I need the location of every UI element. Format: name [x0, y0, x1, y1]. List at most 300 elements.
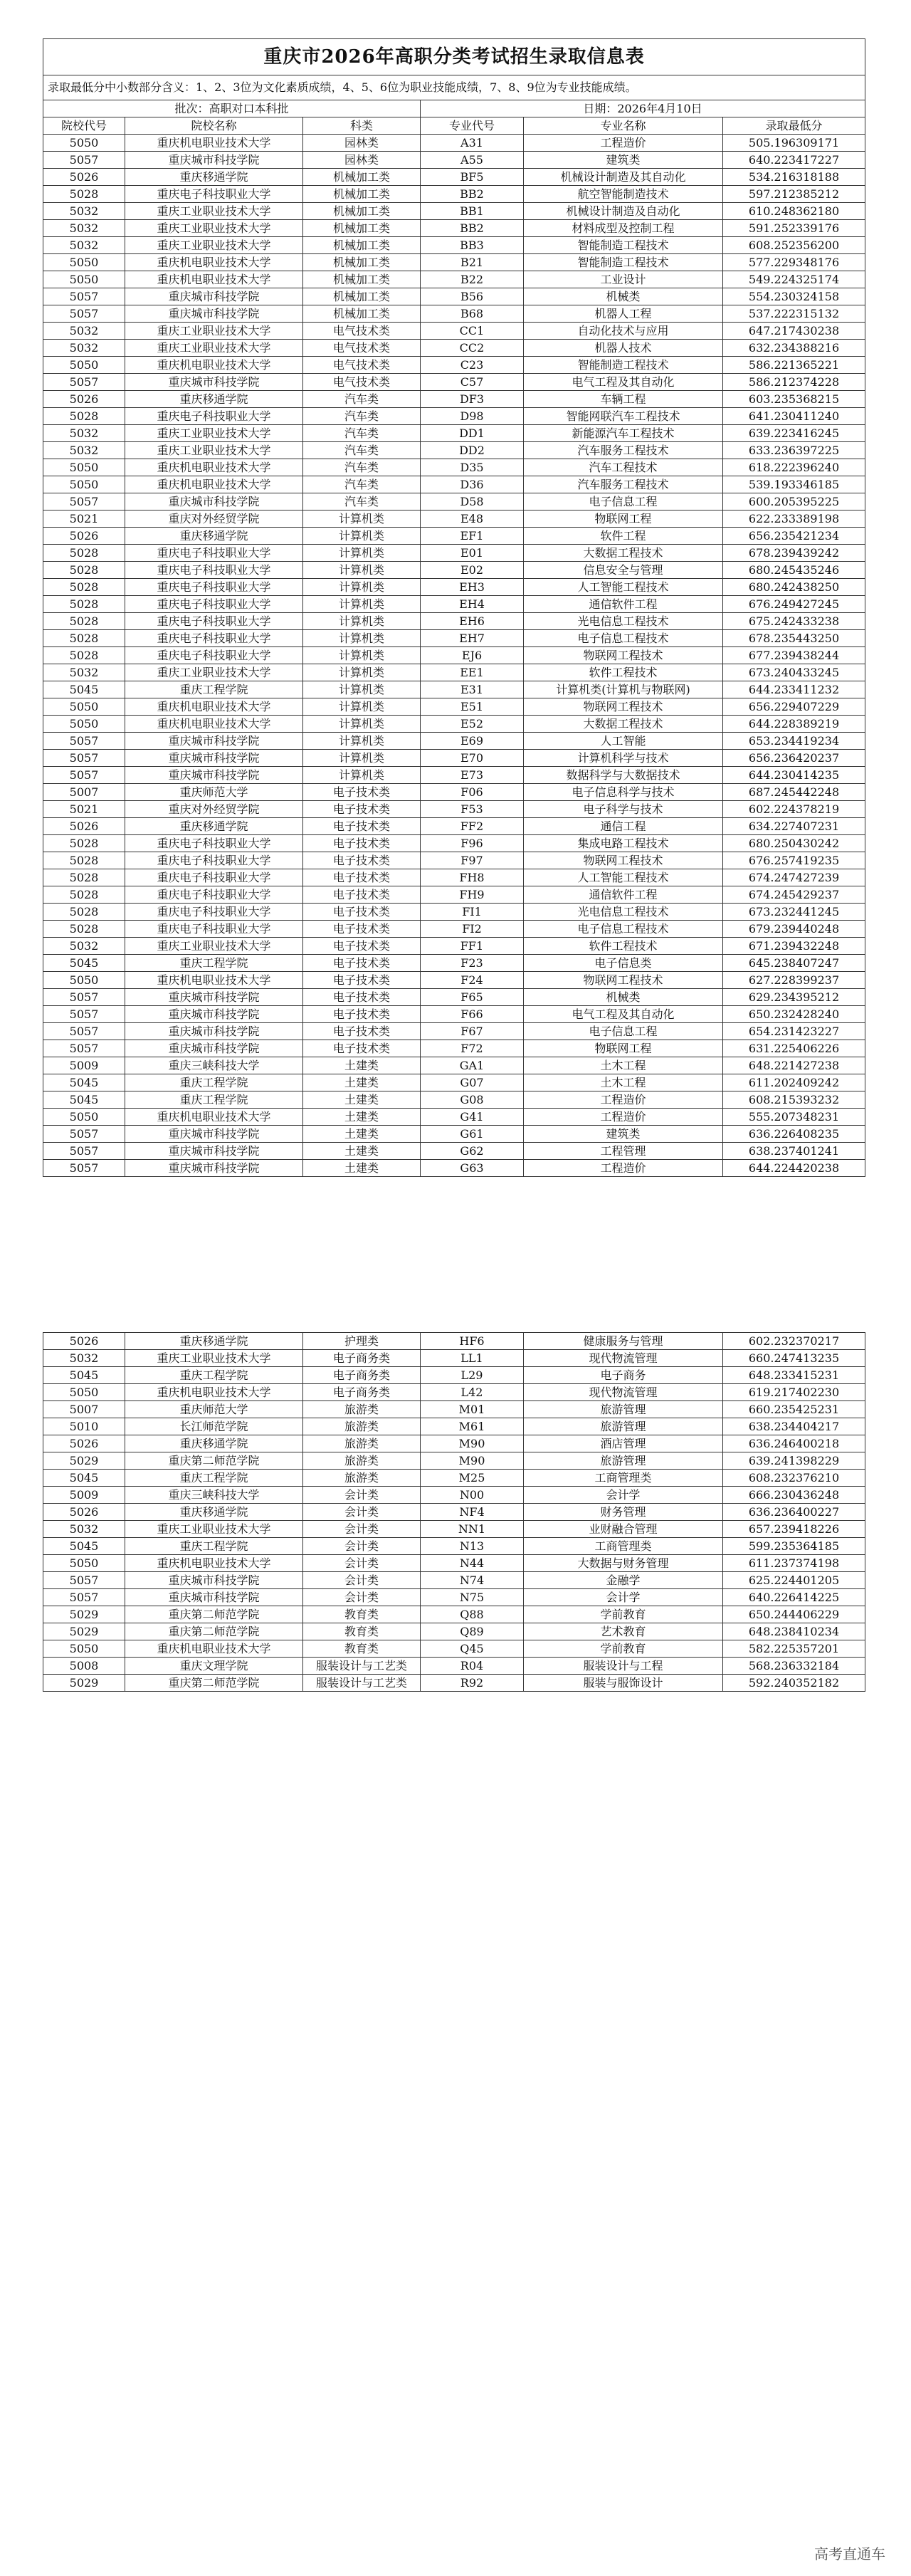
table-row	[43, 323, 865, 340]
school-name-cell: 重庆机电职业技术大学	[125, 972, 303, 989]
category-cell: 机械加工类	[303, 288, 421, 305]
table-row	[43, 1435, 865, 1452]
school-code-cell: 5050	[43, 1640, 125, 1658]
major-code-cell: D35	[421, 459, 524, 476]
school-name-cell: 重庆移通学院	[125, 1333, 303, 1350]
category-cell: 机械加工类	[303, 271, 421, 288]
min-score-cell: 648.238410234	[723, 1623, 865, 1640]
school-name-cell: 重庆机电职业技术大学	[125, 1384, 303, 1401]
school-name-cell: 重庆工业职业技术大学	[125, 425, 303, 442]
school-code-cell: 5028	[43, 921, 125, 938]
major-code-cell: N13	[421, 1538, 524, 1555]
category-cell: 电子技术类	[303, 938, 421, 955]
major-code-cell: D98	[421, 408, 524, 425]
major-code-cell: D36	[421, 476, 524, 493]
major-code-cell: EH7	[421, 630, 524, 647]
min-score-cell: 586.221365221	[723, 357, 865, 374]
school-code-cell: 5057	[43, 1023, 125, 1040]
major-code-cell: F67	[421, 1023, 524, 1040]
major-code-cell: F24	[421, 972, 524, 989]
school-name-cell: 重庆城市科技学院	[125, 1589, 303, 1606]
category-cell: 电子技术类	[303, 955, 421, 972]
school-code-cell: 5045	[43, 955, 125, 972]
major-name-cell: 电子信息工程技术	[524, 921, 723, 938]
min-score-cell: 549.224325174	[723, 271, 865, 288]
major-name-cell: 通信软件工程	[524, 596, 723, 613]
category-cell: 机械加工类	[303, 203, 421, 220]
table-row	[43, 442, 865, 459]
header-major-name: 专业名称	[524, 117, 723, 135]
major-code-cell: G62	[421, 1143, 524, 1160]
score-note: 录取最低分中小数部分含义：1、2、3位为文化素质成绩，4、5、6位为职业技能成绩，7、8、9位为专业技能成绩。	[43, 75, 865, 100]
major-code-cell: F66	[421, 1006, 524, 1023]
category-cell: 计算机类	[303, 596, 421, 613]
major-code-cell: BB2	[421, 186, 524, 203]
table-row	[43, 733, 865, 750]
school-name-cell: 重庆城市科技学院	[125, 750, 303, 767]
category-cell: 计算机类	[303, 698, 421, 716]
major-name-cell: 服装设计与工程	[524, 1658, 723, 1675]
category-cell: 土建类	[303, 1160, 421, 1177]
min-score-cell: 656.236420237	[723, 750, 865, 767]
major-code-cell: F65	[421, 989, 524, 1006]
table-row	[43, 818, 865, 835]
school-code-cell: 5057	[43, 493, 125, 511]
major-name-cell: 电子信息工程	[524, 493, 723, 511]
category-cell: 土建类	[303, 1074, 421, 1091]
school-name-cell: 重庆城市科技学院	[125, 1160, 303, 1177]
min-score-cell: 660.235425231	[723, 1401, 865, 1418]
school-name-cell: 重庆电子科技职业大学	[125, 921, 303, 938]
major-name-cell: 物联网工程	[524, 511, 723, 528]
major-code-cell: N74	[421, 1572, 524, 1589]
batch-label: 批次：高职对口本科批	[43, 100, 421, 117]
school-code-cell: 5057	[43, 733, 125, 750]
table-row	[43, 921, 865, 938]
school-code-cell: 5050	[43, 1384, 125, 1401]
table-row	[43, 989, 865, 1006]
major-code-cell: B22	[421, 271, 524, 288]
table-row	[43, 271, 865, 288]
category-cell: 电子技术类	[303, 972, 421, 989]
category-cell: 计算机类	[303, 545, 421, 562]
school-name-cell: 重庆工业职业技术大学	[125, 220, 303, 237]
major-code-cell: BB3	[421, 237, 524, 254]
category-cell: 服装设计与工艺类	[303, 1675, 421, 1692]
major-name-cell: 电子信息科学与技术	[524, 784, 723, 801]
major-code-cell: Q88	[421, 1606, 524, 1623]
min-score-cell: 602.232370217	[723, 1333, 865, 1350]
category-cell: 旅游类	[303, 1418, 421, 1435]
school-name-cell: 重庆城市科技学院	[125, 1040, 303, 1057]
school-name-cell: 重庆机电职业技术大学	[125, 357, 303, 374]
min-score-cell: 622.233389198	[723, 511, 865, 528]
school-code-cell: 5045	[43, 1470, 125, 1487]
table-row	[43, 596, 865, 613]
table-row	[43, 1589, 865, 1606]
major-code-cell: Q89	[421, 1623, 524, 1640]
major-name-cell: 工商管理类	[524, 1470, 723, 1487]
category-cell: 土建类	[303, 1091, 421, 1109]
school-code-cell: 5045	[43, 1091, 125, 1109]
table-row	[43, 1640, 865, 1658]
school-code-cell: 5045	[43, 681, 125, 698]
table-row	[43, 1057, 865, 1074]
school-code-cell: 5007	[43, 784, 125, 801]
school-name-cell: 重庆工业职业技术大学	[125, 203, 303, 220]
school-code-cell: 5032	[43, 323, 125, 340]
category-cell: 电子商务类	[303, 1384, 421, 1401]
min-score-cell: 639.223416245	[723, 425, 865, 442]
school-code-cell: 5050	[43, 698, 125, 716]
major-name-cell: 大数据工程技术	[524, 545, 723, 562]
school-name-cell: 重庆工业职业技术大学	[125, 442, 303, 459]
school-name-cell: 重庆移通学院	[125, 528, 303, 545]
category-cell: 计算机类	[303, 613, 421, 630]
school-code-cell: 5032	[43, 425, 125, 442]
school-code-cell: 5032	[43, 203, 125, 220]
category-cell: 汽车类	[303, 442, 421, 459]
min-score-cell: 666.230436248	[723, 1487, 865, 1504]
category-cell: 旅游类	[303, 1470, 421, 1487]
major-code-cell: F23	[421, 955, 524, 972]
school-name-cell: 重庆移通学院	[125, 1435, 303, 1452]
min-score-cell: 597.212385212	[723, 186, 865, 203]
major-name-cell: 自动化技术与应用	[524, 323, 723, 340]
min-score-cell: 640.226414225	[723, 1589, 865, 1606]
table-row	[43, 681, 865, 698]
major-code-cell: D58	[421, 493, 524, 511]
category-cell: 土建类	[303, 1143, 421, 1160]
category-cell: 电子技术类	[303, 818, 421, 835]
school-name-cell: 重庆电子科技职业大学	[125, 886, 303, 904]
school-code-cell: 5057	[43, 374, 125, 391]
school-name-cell: 重庆城市科技学院	[125, 767, 303, 784]
table-row	[43, 476, 865, 493]
school-code-cell: 5057	[43, 152, 125, 169]
table-row	[43, 1470, 865, 1487]
min-score-cell: 647.217430238	[723, 323, 865, 340]
school-name-cell: 重庆城市科技学院	[125, 1006, 303, 1023]
category-cell: 电子技术类	[303, 989, 421, 1006]
category-cell: 会计类	[303, 1504, 421, 1521]
table-row	[43, 1023, 865, 1040]
table-row	[43, 869, 865, 886]
school-code-cell: 5050	[43, 271, 125, 288]
major-name-cell: 现代物流管理	[524, 1350, 723, 1367]
min-score-cell: 644.224420238	[723, 1160, 865, 1177]
table-row	[43, 152, 865, 169]
table-row	[43, 1538, 865, 1555]
min-score-cell: 632.234388216	[723, 340, 865, 357]
min-score-cell: 599.235364185	[723, 1538, 865, 1555]
category-cell: 计算机类	[303, 716, 421, 733]
major-code-cell: E02	[421, 562, 524, 579]
school-name-cell: 重庆电子科技职业大学	[125, 647, 303, 664]
category-cell: 计算机类	[303, 733, 421, 750]
major-code-cell: R04	[421, 1658, 524, 1675]
major-code-cell: B56	[421, 288, 524, 305]
major-code-cell: C23	[421, 357, 524, 374]
school-name-cell: 重庆城市科技学院	[125, 1572, 303, 1589]
major-name-cell: 机械类	[524, 989, 723, 1006]
school-name-cell: 重庆电子科技职业大学	[125, 562, 303, 579]
school-name-cell: 重庆机电职业技术大学	[125, 716, 303, 733]
major-name-cell: 机械类	[524, 288, 723, 305]
table-row	[43, 1487, 865, 1504]
min-score-cell: 611.237374198	[723, 1555, 865, 1572]
table-row	[43, 716, 865, 733]
min-score-cell: 680.242438250	[723, 579, 865, 596]
major-code-cell: M90	[421, 1435, 524, 1452]
admission-table-part2	[43, 1332, 865, 1692]
major-name-cell: 学前教育	[524, 1640, 723, 1658]
min-score-cell: 676.257419235	[723, 852, 865, 869]
header-min-score: 录取最低分	[723, 117, 865, 135]
major-name-cell: 集成电路工程技术	[524, 835, 723, 852]
major-code-cell: F53	[421, 801, 524, 818]
school-name-cell: 重庆电子科技职业大学	[125, 869, 303, 886]
major-name-cell: 电子科学与技术	[524, 801, 723, 818]
category-cell: 机械加工类	[303, 237, 421, 254]
table-row	[43, 511, 865, 528]
major-code-cell: EH6	[421, 613, 524, 630]
school-name-cell: 重庆工业职业技术大学	[125, 237, 303, 254]
major-name-cell: 金融学	[524, 1572, 723, 1589]
min-score-cell: 641.230411240	[723, 408, 865, 425]
min-score-cell: 654.231423227	[723, 1023, 865, 1040]
school-code-cell: 5032	[43, 938, 125, 955]
major-code-cell: E48	[421, 511, 524, 528]
school-code-cell: 5028	[43, 186, 125, 203]
table-row	[43, 374, 865, 391]
school-name-cell: 重庆机电职业技术大学	[125, 459, 303, 476]
school-name-cell: 重庆电子科技职业大学	[125, 596, 303, 613]
school-name-cell: 重庆第二师范学院	[125, 1623, 303, 1640]
table-row	[43, 1160, 865, 1177]
major-code-cell: G61	[421, 1126, 524, 1143]
table-row	[43, 904, 865, 921]
school-code-cell: 5010	[43, 1418, 125, 1435]
table-row	[43, 1040, 865, 1057]
table-row	[43, 493, 865, 511]
category-cell: 汽车类	[303, 425, 421, 442]
major-name-cell: 人工智能	[524, 733, 723, 750]
admission-table-continued	[43, 1332, 865, 1692]
min-score-cell: 650.232428240	[723, 1006, 865, 1023]
school-name-cell: 重庆电子科技职业大学	[125, 630, 303, 647]
school-name-cell: 重庆电子科技职业大学	[125, 613, 303, 630]
major-name-cell: 智能制造工程技术	[524, 357, 723, 374]
table-row	[43, 1658, 865, 1675]
min-score-cell: 631.225406226	[723, 1040, 865, 1057]
table-row	[43, 852, 865, 869]
table-row	[43, 237, 865, 254]
table-row	[43, 408, 865, 425]
major-code-cell: FI1	[421, 904, 524, 921]
school-code-cell: 5028	[43, 545, 125, 562]
major-code-cell: FF2	[421, 818, 524, 835]
school-name-cell: 重庆对外经贸学院	[125, 801, 303, 818]
school-name-cell: 重庆工业职业技术大学	[125, 1521, 303, 1538]
table-row	[43, 186, 865, 203]
category-cell: 电子商务类	[303, 1367, 421, 1384]
school-name-cell: 重庆城市科技学院	[125, 1143, 303, 1160]
major-name-cell: 工程造价	[524, 1160, 723, 1177]
school-name-cell: 长江师范学院	[125, 1418, 303, 1435]
major-name-cell: 电子信息类	[524, 955, 723, 972]
major-code-cell: A31	[421, 135, 524, 152]
major-name-cell: 财务管理	[524, 1504, 723, 1521]
category-cell: 电子技术类	[303, 904, 421, 921]
min-score-cell: 636.226408235	[723, 1126, 865, 1143]
major-name-cell: 健康服务与管理	[524, 1333, 723, 1350]
major-code-cell: BB2	[421, 220, 524, 237]
major-name-cell: 工程造价	[524, 1109, 723, 1126]
category-cell: 计算机类	[303, 750, 421, 767]
major-name-cell: 通信软件工程	[524, 886, 723, 904]
min-score-cell: 608.215393232	[723, 1091, 865, 1109]
school-name-cell: 重庆移通学院	[125, 818, 303, 835]
min-score-cell: 602.224378219	[723, 801, 865, 818]
category-cell: 汽车类	[303, 493, 421, 511]
school-name-cell: 重庆工程学院	[125, 681, 303, 698]
category-cell: 机械加工类	[303, 186, 421, 203]
category-cell: 计算机类	[303, 647, 421, 664]
table-row	[43, 288, 865, 305]
major-code-cell: DF3	[421, 391, 524, 408]
school-code-cell: 5057	[43, 1006, 125, 1023]
table-row	[43, 391, 865, 408]
min-score-cell: 648.221427238	[723, 1057, 865, 1074]
school-name-cell: 重庆工业职业技术大学	[125, 323, 303, 340]
major-name-cell: 光电信息工程技术	[524, 904, 723, 921]
school-name-cell: 重庆工程学院	[125, 955, 303, 972]
min-score-cell: 657.239418226	[723, 1521, 865, 1538]
table-row	[43, 1143, 865, 1160]
school-code-cell: 5021	[43, 511, 125, 528]
min-score-cell: 618.222396240	[723, 459, 865, 476]
major-name-cell: 大数据与财务管理	[524, 1555, 723, 1572]
category-cell: 汽车类	[303, 476, 421, 493]
major-code-cell: FH8	[421, 869, 524, 886]
min-score-cell: 534.216318188	[723, 169, 865, 186]
min-score-cell: 611.202409242	[723, 1074, 865, 1091]
major-code-cell: NN1	[421, 1521, 524, 1538]
min-score-cell: 687.245442248	[723, 784, 865, 801]
min-score-cell: 678.239439242	[723, 545, 865, 562]
min-score-cell: 653.234419234	[723, 733, 865, 750]
table-row	[43, 1091, 865, 1109]
school-name-cell: 重庆师范大学	[125, 784, 303, 801]
school-code-cell: 5045	[43, 1538, 125, 1555]
table-row	[43, 1521, 865, 1538]
school-code-cell: 5057	[43, 288, 125, 305]
major-code-cell: M01	[421, 1401, 524, 1418]
major-code-cell: C57	[421, 374, 524, 391]
table-row	[43, 562, 865, 579]
min-score-cell: 656.229407229	[723, 698, 865, 716]
table-row	[43, 784, 865, 801]
category-cell: 电气技术类	[303, 323, 421, 340]
school-name-cell: 重庆城市科技学院	[125, 288, 303, 305]
major-code-cell: L42	[421, 1384, 524, 1401]
category-cell: 电气技术类	[303, 374, 421, 391]
min-score-cell: 678.235443250	[723, 630, 865, 647]
min-score-cell: 586.212374228	[723, 374, 865, 391]
major-name-cell: 计算机科学与技术	[524, 750, 723, 767]
school-name-cell: 重庆机电职业技术大学	[125, 698, 303, 716]
min-score-cell: 634.227407231	[723, 818, 865, 835]
major-name-cell: 学前教育	[524, 1606, 723, 1623]
school-code-cell: 5050	[43, 716, 125, 733]
category-cell: 会计类	[303, 1572, 421, 1589]
major-code-cell: A55	[421, 152, 524, 169]
category-cell: 机械加工类	[303, 220, 421, 237]
table-row	[43, 1109, 865, 1126]
school-name-cell: 重庆机电职业技术大学	[125, 476, 303, 493]
category-cell: 护理类	[303, 1333, 421, 1350]
major-name-cell: 机械设计制造及其自动化	[524, 169, 723, 186]
school-name-cell: 重庆城市科技学院	[125, 1023, 303, 1040]
major-code-cell: F72	[421, 1040, 524, 1057]
school-code-cell: 5057	[43, 1126, 125, 1143]
school-code-cell: 5032	[43, 664, 125, 681]
school-name-cell: 重庆对外经贸学院	[125, 511, 303, 528]
category-cell: 汽车类	[303, 459, 421, 476]
min-score-cell: 673.240433245	[723, 664, 865, 681]
major-code-cell: NF4	[421, 1504, 524, 1521]
category-cell: 计算机类	[303, 664, 421, 681]
school-code-cell: 5028	[43, 869, 125, 886]
major-name-cell: 服装与服饰设计	[524, 1675, 723, 1692]
school-code-cell: 5009	[43, 1057, 125, 1074]
min-score-cell: 555.207348231	[723, 1109, 865, 1126]
table-row	[43, 1623, 865, 1640]
min-score-cell: 660.247413235	[723, 1350, 865, 1367]
school-code-cell: 5028	[43, 630, 125, 647]
school-code-cell: 5057	[43, 305, 125, 323]
min-score-cell: 679.239440248	[723, 921, 865, 938]
school-name-cell: 重庆移通学院	[125, 169, 303, 186]
major-code-cell: E31	[421, 681, 524, 698]
major-name-cell: 电气工程及其自动化	[524, 1006, 723, 1023]
major-code-cell: M25	[421, 1470, 524, 1487]
min-score-cell: 648.233415231	[723, 1367, 865, 1384]
min-score-cell: 608.232376210	[723, 1470, 865, 1487]
category-cell: 电气技术类	[303, 357, 421, 374]
school-name-cell: 重庆城市科技学院	[125, 374, 303, 391]
min-score-cell: 592.240352182	[723, 1675, 865, 1692]
admission-table	[43, 38, 865, 1177]
school-name-cell: 重庆工业职业技术大学	[125, 1350, 303, 1367]
school-name-cell: 重庆电子科技职业大学	[125, 408, 303, 425]
min-score-cell: 656.235421234	[723, 528, 865, 545]
major-name-cell: 航空智能制造技术	[524, 186, 723, 203]
school-name-cell: 重庆三峡科技大学	[125, 1057, 303, 1074]
category-cell: 计算机类	[303, 630, 421, 647]
category-cell: 计算机类	[303, 767, 421, 784]
major-code-cell: FF1	[421, 938, 524, 955]
category-cell: 电子技术类	[303, 921, 421, 938]
table-row	[43, 579, 865, 596]
school-code-cell: 5026	[43, 391, 125, 408]
major-name-cell: 信息安全与管理	[524, 562, 723, 579]
school-code-cell: 5050	[43, 357, 125, 374]
category-cell: 电子技术类	[303, 784, 421, 801]
min-score-cell: 610.248362180	[723, 203, 865, 220]
school-name-cell: 重庆电子科技职业大学	[125, 545, 303, 562]
